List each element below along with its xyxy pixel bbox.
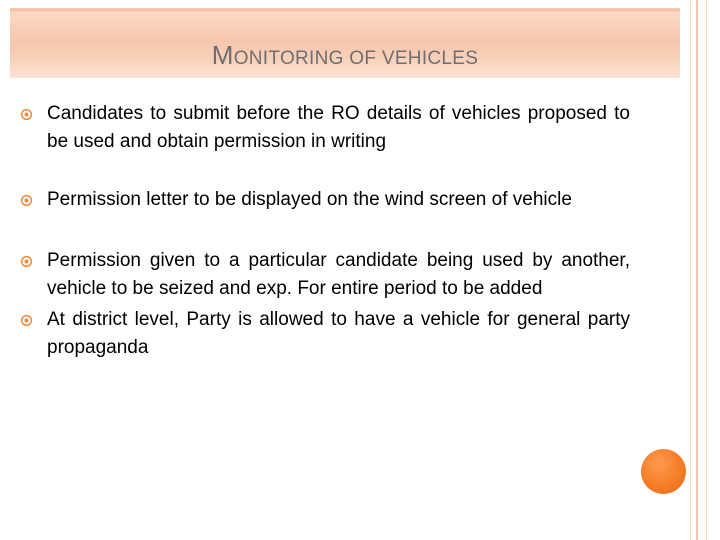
bullet-text: Permission letter to be displayed on the wind screen of vehicle xyxy=(47,189,572,210)
slide-title-initial: M xyxy=(211,40,234,70)
bullet-text: Candidates to submit before the RO details of vehicles proposed to be used and obtain permission in writing xyxy=(47,103,630,152)
bullet-item xyxy=(20,306,630,362)
sun-bullet-icon xyxy=(20,108,33,121)
bullet-text: Permission given to a particular candidate being used by another, vehicle to be seized and exp. For entire period to be added xyxy=(47,250,630,299)
slide-title-rest: ONITORING OF VEHICLES xyxy=(233,48,479,69)
bullet-item xyxy=(20,247,630,303)
sun-bullet-icon xyxy=(20,255,33,268)
bullet-item xyxy=(20,100,630,156)
frame-right-line-far xyxy=(706,0,707,540)
sun-bullet-icon xyxy=(20,314,33,327)
orange-circle-decoration xyxy=(641,449,686,494)
frame-right-line-outer xyxy=(696,0,698,540)
bullet-list xyxy=(20,100,630,362)
sun-bullet-icon xyxy=(20,194,33,207)
bullet-text: At district level, Party is allowed to have a vehicle for general party propaganda xyxy=(47,309,630,358)
bullet-item xyxy=(20,186,630,214)
slide-title xyxy=(10,40,680,71)
frame-right-line-inner xyxy=(690,0,691,540)
